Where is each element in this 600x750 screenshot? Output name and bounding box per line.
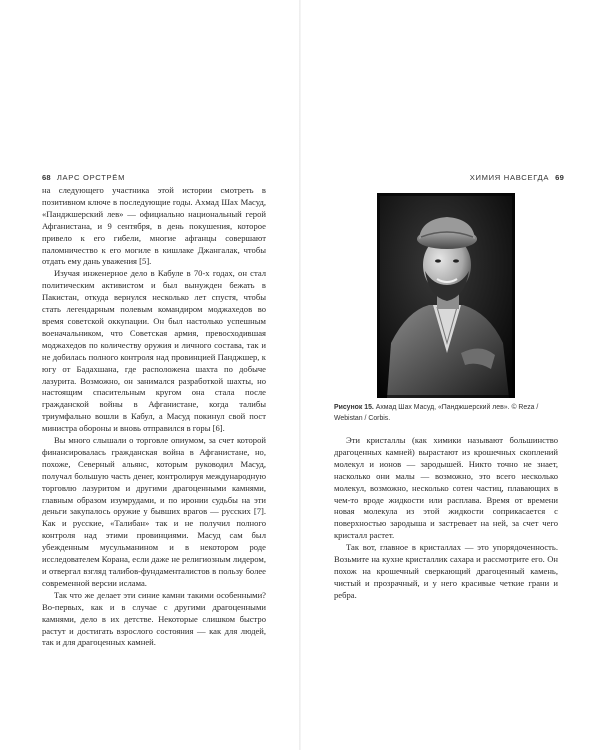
body-paragraph: на следующего участника этой истории смотреть в позитивном ключе в последующие годы. Ахмад Шах Масуд, «Панджшерский лев» — официально национальный герой Афганистана, и 9 сентября, в день покушения, которое привело к его гибели, многие афганцы совершают паломничество к его могиле в кишлаке Джангалак, чтобы отдать ему дань уважения [5]. <box>42 185 266 267</box>
body-paragraph: Изучая инженерное дело в Кабуле в 70-х годах, он стал политическим активистом и был вынужден бежать в Пакистан, откуда вернулся несколько лет спустя, чтобы стать легендарным полевым командиром моджахедов во время советской оккупации. Он был настолько успешным военачальником, что Советская армия, превосходившая моджахедов по количеству оружия и личного состава, так и не добилась полного контроля над провинцией Панджшер, к югу от Бадахшана, где расположена шахта по добыче лазурита. Возможно, он занимался разработкой шахты, но настоящим спасительным кругом она стала после гражданской войны в Афганистане, когда талибы триумфально вошли в Кабул, а Масуд покинул свой пост министра обороны и вновь отправился в горы [6]. <box>42 268 266 434</box>
left-running-head: ЛАРС ОРСТРЁМ <box>56 173 126 182</box>
body-paragraph: Вы много слышали о торговле опиумом, за счет которой финансировалась гражданская война в Афганистане, но, похоже, Северный альянс, которым руководил Масуд, получал большую часть денег, контролируя международную торговлю лазуритом и другими драгоценными камнями, главным образом изумрудами, и по иронии судьбы на эти деньги закупалось оружие у бывших врагов — русских [7]. Как и русские, «Талибан» так и не получил полного контроля над этими провинциями. Масуд сам был убежденным мусульманином и в некотором роде исследователем Корана, если даже не религиозным лидером, и отвергал взгляд талибов-фундаменталистов в пользу более современной версии ислама. <box>42 435 266 588</box>
body-paragraph: Так вот, главное в кристаллах — это упорядоченность. Возьмите на кухне кристаллик сахара и рассмотрите его. Он похож на крошечный сверкающий драгоценный камень, чистый и прозрачный, и у него красивые четкие грани и ребра. <box>334 542 558 600</box>
page-gutter <box>299 0 301 750</box>
figure-label: Рисунок 15. <box>334 404 374 411</box>
body-paragraph: Так что же делает эти синие камни такими особенными? Во-первых, как и в случае с другими драгоценными камнями, дело в их детстве. Некоторые слишком быстро растут и достигать взрослого состояния — как для людей, так и для драгоценных камней. <box>42 589 266 648</box>
right-running-head: ХИМИЯ НАВСЕГДА <box>469 173 550 182</box>
left-page-body <box>42 185 266 649</box>
right-page-body <box>334 435 558 602</box>
body-paragraph: Эти кристаллы (как химики называют большинство драгоценных камней) вырастают из крошечных скоплений молекул и ионов — зародышей. Никто точно не знает, насколько они малы — возможно, это всего несколько молекул, возможно, несколько сотен частиц, плавающих в чем-то вроде жидкости или расплава. Время от времени новая молекула из этой жидкости соприкасается с поверхностью зародыша и застревает на ней, за счет чего кристалл растет. <box>334 435 558 541</box>
right-page-number: 69 <box>555 173 564 182</box>
figure-photo <box>377 193 515 398</box>
left-page-number: 68 <box>42 173 51 182</box>
left-running-header <box>42 172 125 184</box>
right-running-header <box>470 172 564 184</box>
figure-caption-text: Ахмад Шах Масуд, «Панджшерский лев». © Reza / Webistan / Corbis. <box>334 404 539 422</box>
figure-caption <box>334 403 560 424</box>
